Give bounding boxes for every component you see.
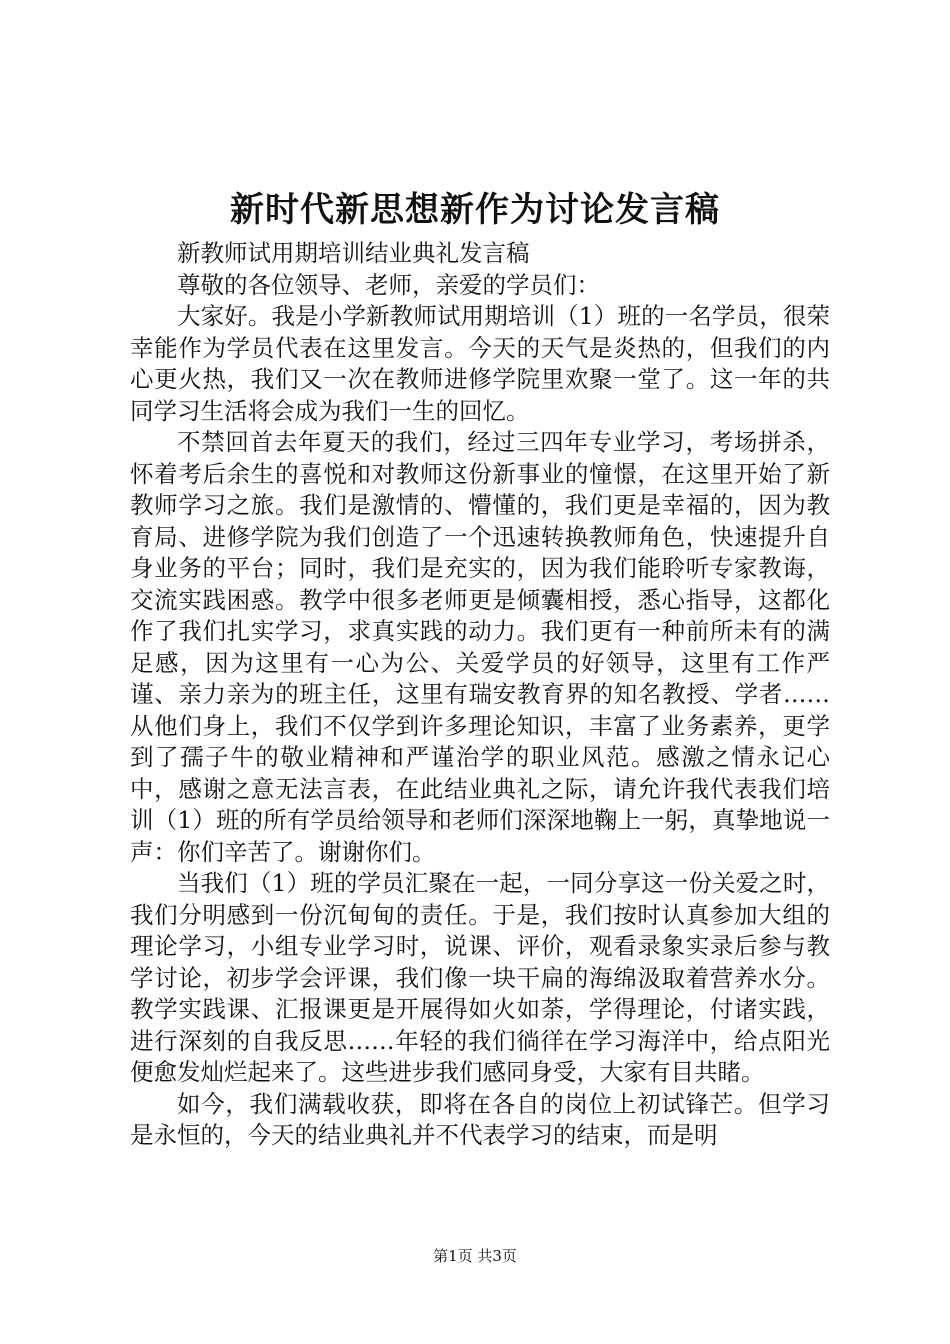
body-paragraph: 如今，我们满载收获，即将在各自的岗位上初试锋芒。但学习是永恒的，今天的结业典礼并不代表学习的结束，而是明 bbox=[130, 1089, 830, 1149]
salutation-paragraph: 尊敬的各位领导、老师，亲爱的学员们： bbox=[177, 270, 600, 299]
body-paragraph: 大家好。我是小学新教师试用期培训（1）班的一名学员，很荣幸能作为学员代表在这里发言。今天的天气是炎热的，但我们的内心更火热，我们又一次在教师进修学院里欢聚一堂了。这一年的共同学习生活将会成为我们一生的回忆。 bbox=[130, 302, 830, 425]
body-paragraph: 不禁回首去年夏天的我们，经过三四年专业学习，考场拼杀，怀着考后余生的喜悦和对教师这份新事业的憧憬，在这里开始了新教师学习之旅。我们是激情的、懵懂的，我们更是幸福的，因为教育局、进修学院为我们创造了一个迅速转换教师角色，快速提升自身业务的平台；同时，我们是充实的，因为我们能聆听专家教诲，交流实践困惑。教学中很多老师更是倾囊相授，悉心指导，这都化作了我们扎实学习，求真实践的动力。我们更有一种前所未有的满足感，因为这里有一心为公、关爱学员的好领导，这里有工作严谨、亲力亲为的班主任，这里有瑞安教育界的知名教授、学者……从他们身上，我们不仅学到许多理论知识，丰富了业务素养，更学到了孺子牛的敬业精神和严谨治学的职业风范。感激之情永记心中，感谢之意无法言表，在此结业典礼之际，请允许我代表我们培训（1）班的所有学员给领导和老师们深深地鞠上一躬，真挚地说一声：你们辛苦了。谢谢你们。 bbox=[130, 428, 830, 866]
subtitle-paragraph: 新教师试用期培训结业典礼发言稿 bbox=[177, 239, 530, 267]
page-footer: 第1页 共3页 bbox=[433, 1247, 517, 1265]
document-title: 新时代新思想新作为讨论发言稿 bbox=[230, 190, 720, 230]
document-body bbox=[130, 238, 830, 1152]
body-paragraph: 当我们（1）班的学员汇聚在一起，一同分享这一份关爱之时，我们分明感到一份沉甸甸的责任。于是，我们按时认真参加大组的理论学习，小组专业学习时，说课、评价，观看录象实录后参与教学讨论，初步学会评课，我们像一块干扁的海绵汲取着营养水分。教学实践课、汇报课更是开展得如火如荼，学得理论，付诸实践，进行深刻的自我反思……年轻的我们徜徉在学习海洋中，给点阳光便愈发灿烂起来了。这些进步我们感同身受，大家有目共睹。 bbox=[130, 869, 830, 1086]
